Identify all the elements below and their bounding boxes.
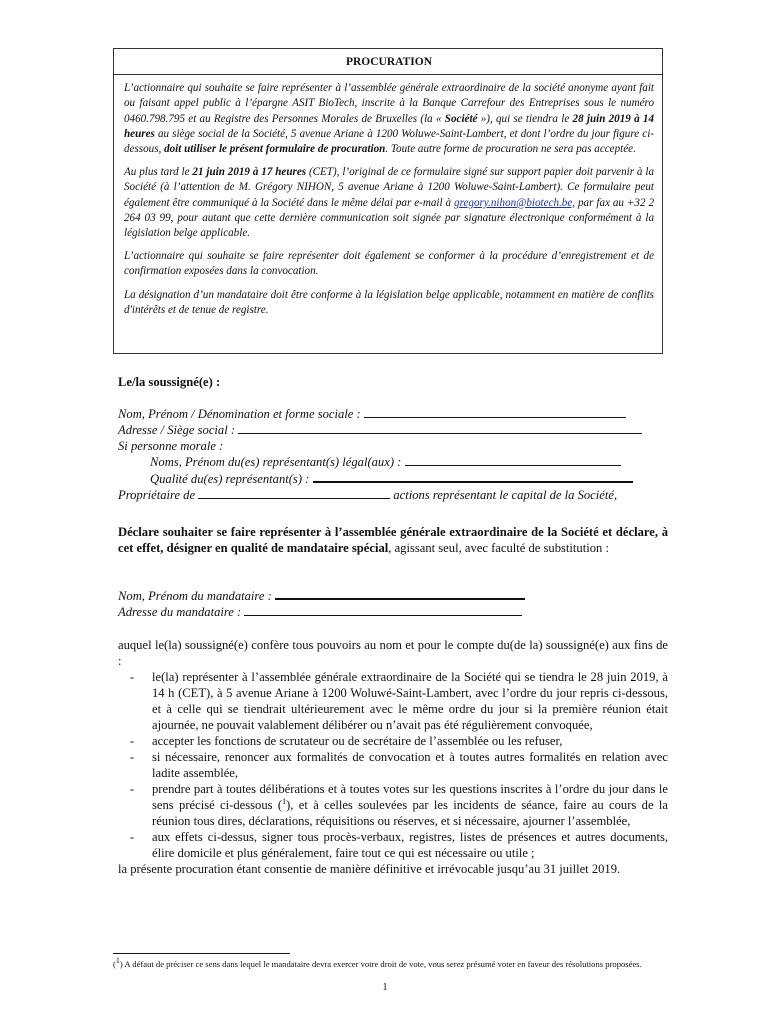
notice-paragraph-4: La désignation d’un mandataire doit être conforme à la législation belge applicable, notamment en matière de conflits d'intérêts et de tenue de registre. [124,288,654,316]
footnote-divider [113,953,290,954]
procuration-notice-box [113,48,663,354]
page-number: 1 [382,982,388,993]
powers-intro: auquel le(la) soussigné(e) confère tous pouvoirs au nom et pour le compte du(de la) soussigné(e) aux fins de : [118,638,668,668]
footnote-marker: 1 [115,956,120,966]
list-item [118,733,668,749]
list-item-text: le(la) représenter à l’assemblée générale extraordinaire de la Société qui se tiendra le 28 juin 2019, à 14 h (CET), à 5 avenue Ariane à 1200 Woluwé-Saint-Lambert, avec l’ordre du jour repris ci-dessous, et à celle qui se tiendrait ultérieurement avec le même ordre du jour si la première réunion était ajournée, ne pouvait valablement délibérer ou n’avait pas été régulièrement convoquée, [152,670,668,732]
powers-section [118,637,668,877]
notice-paragraph-2 [124,165,654,241]
address-field-line[interactable] [238,422,642,434]
list-item-text: si nécessaire, renoncer aux formalités de convocation et à toutes autres formalités en relation avec ladite assemblée, [152,750,668,780]
mandatary-address-label: Adresse du mandataire : [118,605,242,619]
dash-bullet: - [130,734,135,748]
dash-bullet: - [130,670,135,684]
box-title-divider [114,74,662,75]
quality-field-line[interactable] [313,470,633,483]
mandatary-name-row [118,587,668,604]
list-item [118,669,668,733]
owner-suffix: actions représentant le capital de la Société, [393,488,618,502]
representatives-field-label: Noms, Prénom du(es) représentant(s) légal(aux) : [150,455,402,469]
mandatary-address-line[interactable] [244,604,522,616]
bold-text: 21 juin 2019 à 17 heures [192,166,307,179]
legal-person-label: Si personne morale : [118,439,224,453]
list-item-text: accepter les fonctions de scrutateur ou de secrétaire de l’assemblée ou les refuser, [152,734,563,748]
owner-prefix: Propriétaire de [118,488,196,502]
notice-paragraph-3: L’actionnaire qui souhaite se faire représenter doit également se conformer à la procédure d’enregistrement et de confirmation exposées dans la convocation. [124,250,654,278]
text: par fax au +32 2 264 03 99, pour autant que cette dernière communication soit signée par signature électronique conformément à la législation belge applicable. [124,196,654,240]
declaration-paragraph [118,524,668,556]
footnote: ($^1$) A défaut de préciser ce sens dans lequel le mandataire devra exercer votre droit de vote, vous serez présumé voter en faveur des résolutions proposées. [113,956,642,969]
undersigned-heading: Le/la soussigné(e) : [118,375,221,389]
email-link[interactable]: gregory.nihon@biotech.be, [454,196,576,209]
mandatary-name-line[interactable] [275,587,525,600]
footnote-reference[interactable]: 1 [282,796,287,806]
text: »), qui se tiendra le [477,112,573,125]
footnote-text: A défaut de préciser ce sens dans lequel le mandataire devra exercer votre droit de vote, vous serez présumé voter en faveur des résolutions proposées. [122,959,642,969]
mandatary-name-label: Nom, Prénom du mandataire : [118,589,272,603]
declaration-bold: Déclare souhaiter se faire représenter à l’assemblée générale extraordinaire de la Société et déclare, à cet effet, désigner en qualité de mandataire spécial [118,525,668,555]
text: (CET), l’original de ce formulaire signé sur support papier doit parvenir à la Société (à l’attention de M. Grégory NIHON, 5 avenue Ariane à 1200 Woluwe-Saint-Lambert). Ce formulaire peut également être communiqué à la Société dans le même délai par e-mail à [124,166,654,209]
text: . Toute autre forme de procuration ne sera pas acceptée. [385,143,636,156]
name-field-label: Nom, Prénom / Dénomination et forme sociale : [118,407,361,421]
quality-field-row [118,470,668,487]
bold-text: Société [444,112,478,125]
name-field-row [118,406,668,422]
closing-statement: la présente procuration étant consentie de manière définitive et irrévocable jusqu’au 31 juillet 2019. [118,862,621,876]
box-title: PROCURATION [345,56,433,68]
undersigned-fields [118,406,668,503]
list-item-text: prendre part à toutes délibérations et à toutes votes sur les questions inscrites à l’ordre du jour dans le sens précisé ci-dessous ( [152,782,668,812]
list-item-text: ), et à celles soulevées par les incidents de séance, faire au cours de la réunion tous dires, déclarations, réquisitions ou réserves, et si nécessaire, ajourner l’assemblée, [152,798,668,828]
text: au siège social de la Société, 5 avenue Ariane à 1200 Woluwe-Saint-Lambert, et dont l’ordre du jour figure ci-dessous, [124,127,654,156]
address-field-label: Adresse / Siège social : [118,423,236,437]
dash-bullet: - [130,782,135,796]
dash-bullet: - [130,750,135,764]
quality-field-label: Qualité du(es) représentant(s) : [150,472,310,486]
representatives-field-row [118,454,668,470]
address-field-row [118,422,668,438]
list-item-text: aux effets ci-dessus, signer tous procès-verbaux, registres, listes de présences et autres documents, élire domicile et plus généralement, faire tout ce qui est nécessaire ou utile ; [152,830,668,860]
notice-paragraph-1 [124,81,654,157]
mandatary-address-row [118,604,668,620]
list-item [118,781,668,829]
bold-text: doit utiliser le présent formulaire de procuration [164,143,386,156]
owner-field-row [118,487,668,503]
mandatary-fields [118,587,668,620]
powers-list [118,669,668,861]
text: Au plus tard le [124,166,193,179]
bold-text: 28 juin 2019 à 14 heures [124,112,654,140]
representatives-field-line[interactable] [405,454,621,466]
dash-bullet: - [130,830,135,844]
list-item [118,749,668,781]
declaration-rest: , agissant seul, avec faculté de substitution : [388,541,609,555]
list-item [118,829,668,861]
shares-count-line[interactable] [198,487,390,499]
text: L’actionnaire qui souhaite se faire représenter à l’assemblée générale extraordinaire de la société anonyme ayant fait ou faisant appel public à l’épargne ASIT BioTech, inscrite à la Banque Carrefour des Entreprises sous le numéro 0460.798.795 et au Registre des Personnes Morales de Bruxelles (la « [124,82,654,125]
name-field-line[interactable] [364,406,626,418]
